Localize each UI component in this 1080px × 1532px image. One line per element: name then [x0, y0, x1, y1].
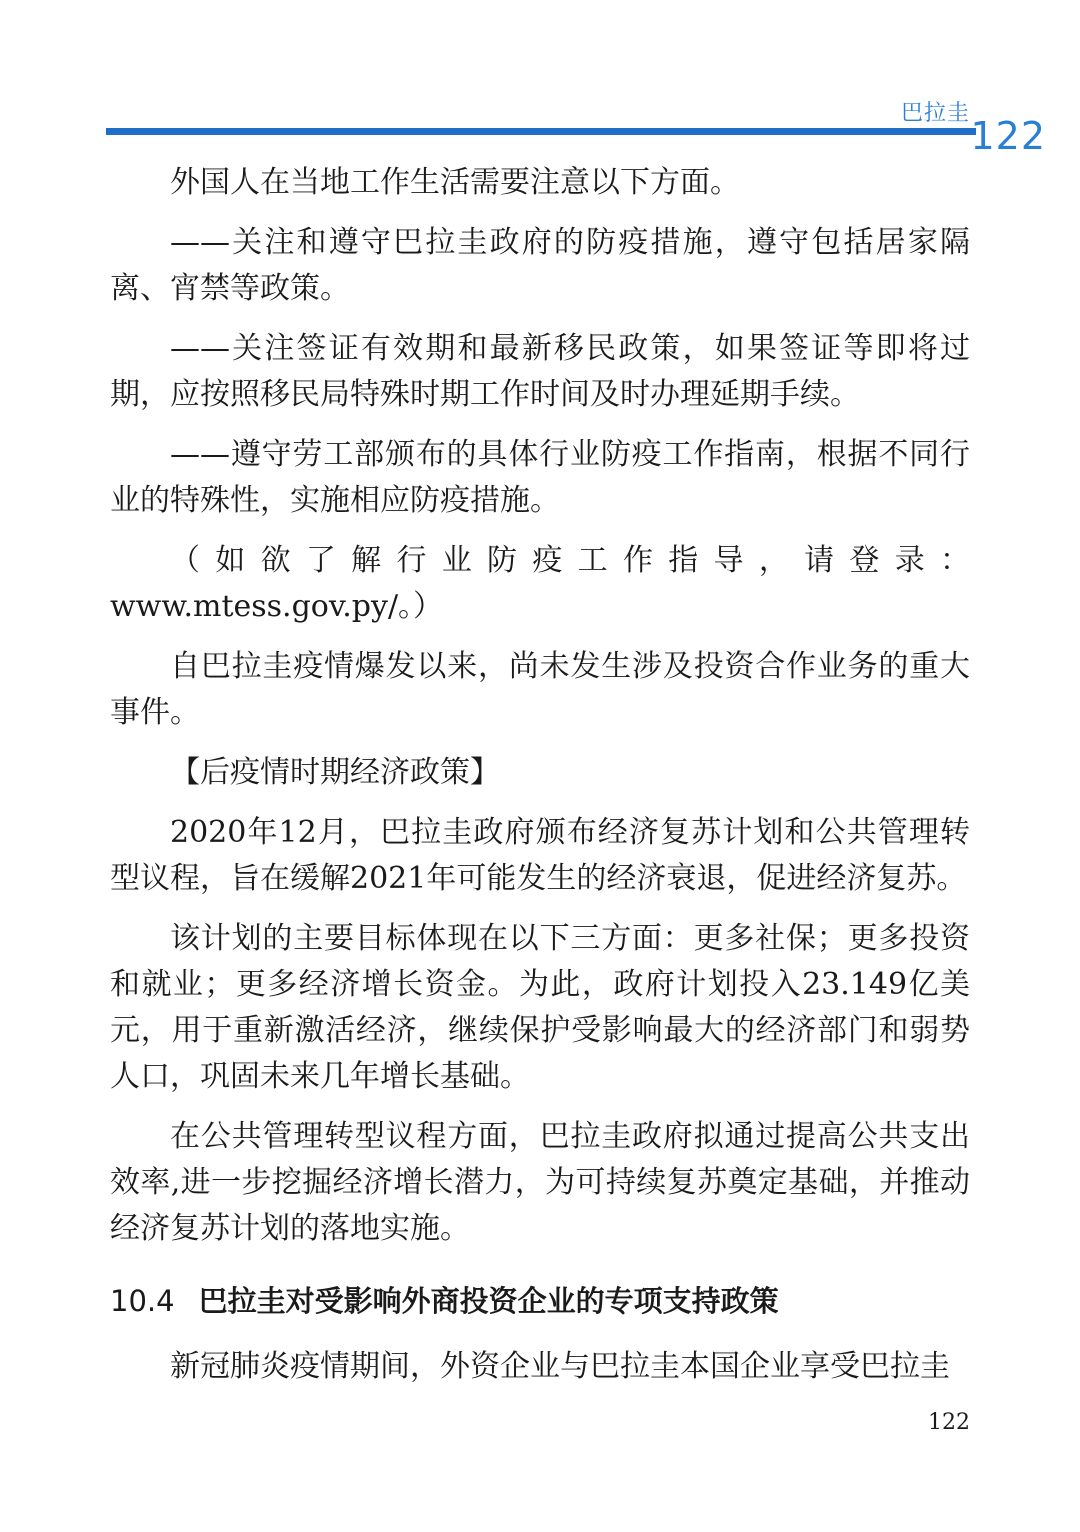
paragraph: ——遵守劳工部颁布的具体行业防疫工作指南，根据不同行业的特殊性，实施相应防疫措施。 [110, 437, 970, 518]
paragraph: 在公共管理转型议程方面，巴拉圭政府拟通过提高公共支出效率,进一步挖掘经济增长潜力，为可持续复苏奠定基础，并推动经济复苏计划的落地实施。 [110, 1119, 970, 1246]
paragraph: 外国人在当地工作生活需要注意以下方面。 [170, 165, 740, 200]
paragraph: 自巴拉圭疫情爆发以来，尚未发生涉及投资合作业务的重大事件。 [110, 649, 970, 730]
footer-page-number: 122 [928, 1410, 970, 1435]
paragraph: 新冠肺炎疫情期间，外资企业与巴拉圭本国企业享受巴拉圭 [170, 1349, 950, 1384]
section-title: 巴拉圭对受影响外商投资企业的专项支持政策 [198, 1284, 779, 1318]
page-body [110, 160, 970, 1404]
section-number: 10.4 [110, 1284, 175, 1318]
header-page-number: 122 [970, 114, 1046, 158]
subheading: 【后疫情时期经济政策】 [170, 755, 500, 790]
paragraph: 该计划的主要目标体现在以下三方面：更多社保；更多投资和就业；更多经济增长资金。为此，政府计划投入23.149亿美元，用于重新激活经济，继续保护受影响最大的经济部门和弱势人口，巩固未来几年增长基础。 [110, 921, 970, 1094]
paragraph: 2020年12月，巴拉圭政府颁布经济复苏计划和公共管理转型议程，旨在缓解2021年可能发生的经济衰退，促进经济复苏。 [110, 815, 970, 896]
running-header-country: 巴拉圭 [900, 101, 970, 126]
paragraph-url-note: （如欲了解行业防疫工作指导，请登录：www.mtess.gov.py/。） [110, 543, 970, 624]
header-rule [106, 128, 976, 135]
section-heading [110, 1278, 970, 1324]
paragraph: ——关注签证有效期和最新移民政策，如果签证等即将过期，应按照移民局特殊时期工作时间及时办理延期手续。 [110, 331, 970, 412]
paragraph: ——关注和遵守巴拉圭政府的防疫措施，遵守包括居家隔离、宵禁等政策。 [110, 225, 970, 306]
